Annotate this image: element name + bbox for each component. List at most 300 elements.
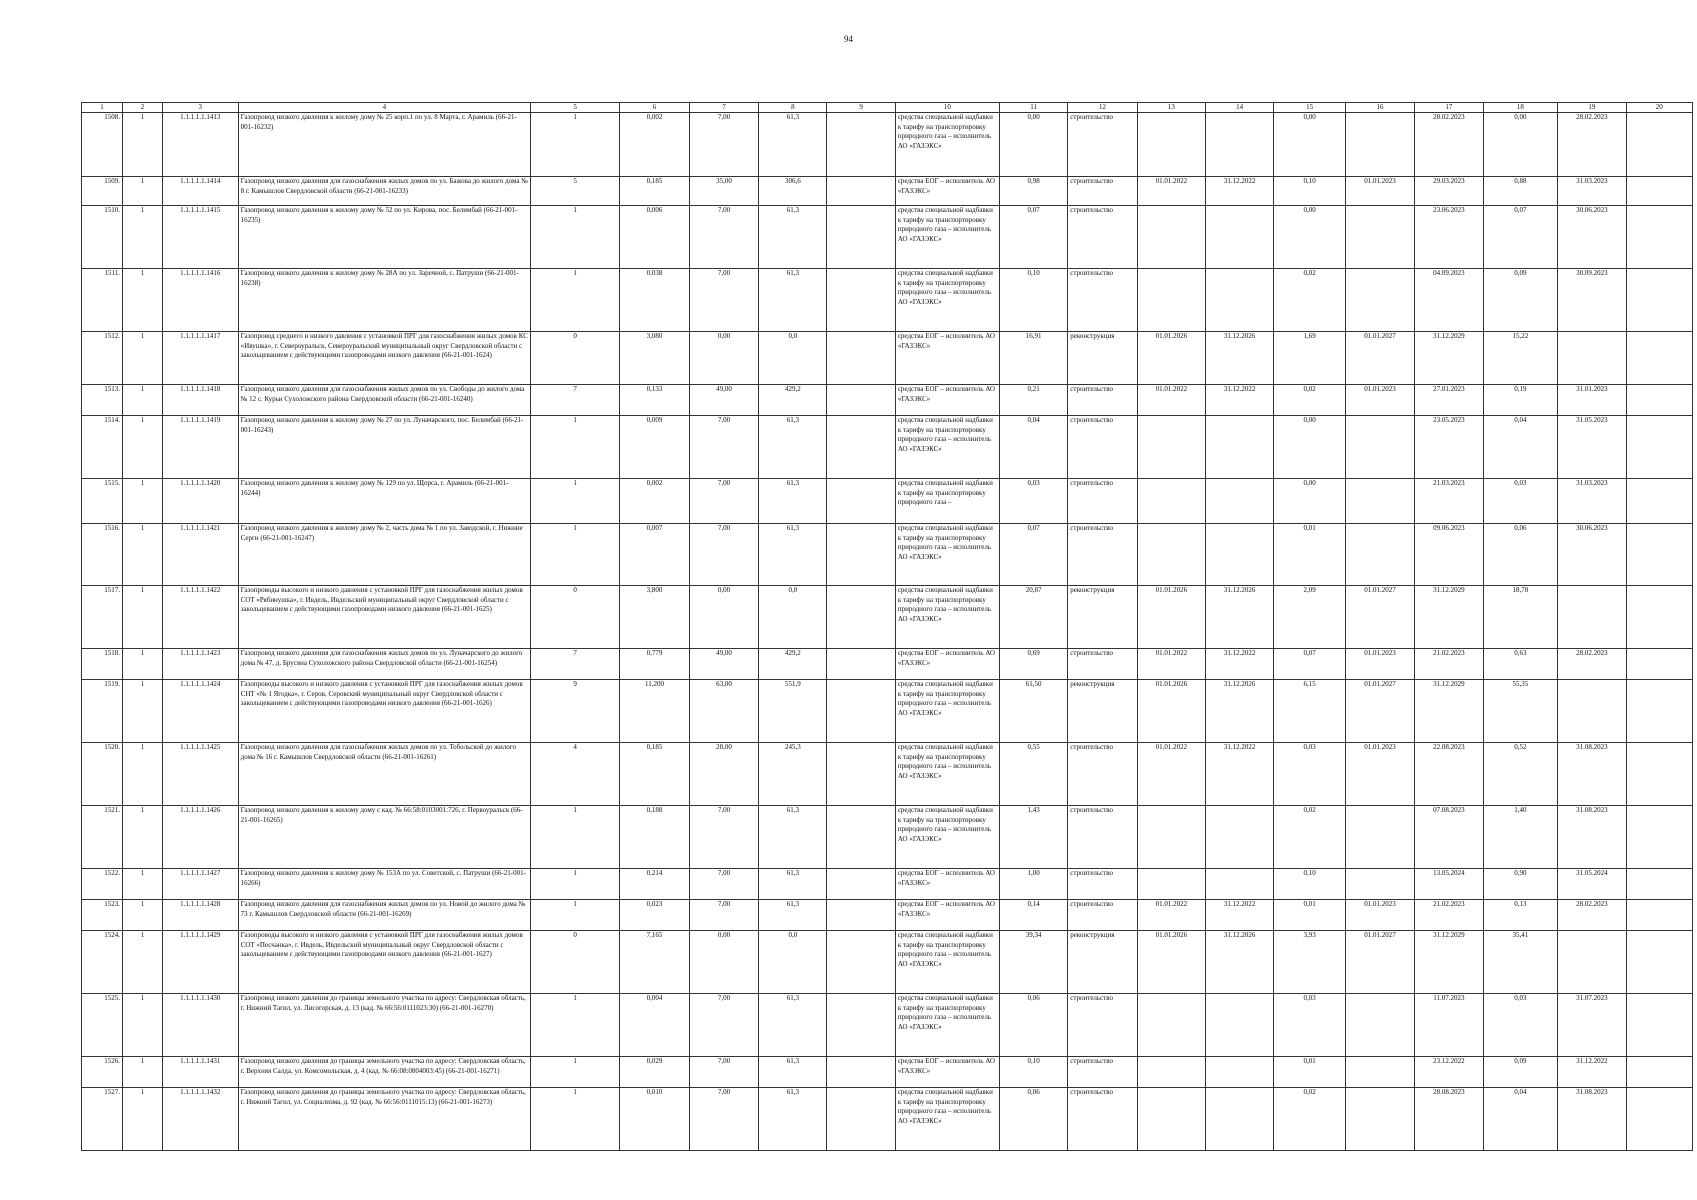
cell-completion-date	[1558, 931, 1626, 994]
cell-column-20	[1626, 869, 1692, 900]
cell-param-6: 0,002	[620, 479, 689, 524]
cell-work-type: строительство	[1068, 177, 1137, 206]
cell-end-date-2: 21.03.2023	[1415, 479, 1483, 524]
cell-work-type: реконструкция	[1068, 931, 1137, 994]
cell-param-7: 7,00	[689, 1088, 758, 1151]
cell-work-type: реконструкция	[1068, 332, 1137, 385]
cell-end-date-1	[1206, 416, 1274, 479]
cell-param-8: 61,3	[759, 479, 827, 524]
cell-code: 1.1.1.1.1.1429	[162, 931, 238, 994]
cell-end-date-1	[1206, 479, 1274, 524]
cell-amount-1: 0,02	[1274, 806, 1346, 869]
cell-param-7: 63,00	[689, 680, 758, 743]
cell-funding-source: средства ЕОГ – исполнитель АО «ГАЗЭКС»	[895, 1057, 999, 1088]
table-row	[82, 1057, 1693, 1088]
cell-param-7: 7,00	[689, 206, 758, 269]
cell-object-name: Газопровод низкого давления для газоснабжения жилых домов по ул. Бажова до жилого дома № 8 г. Камышлов Свердловской области (66-21-001-16233)	[238, 177, 530, 206]
cell-completion-date: 28.02.2023	[1558, 649, 1626, 680]
cell-row-number: 1518.	[82, 649, 123, 680]
table-row	[82, 931, 1693, 994]
cell-param-8: 0,0	[759, 586, 827, 649]
cell-amount-2: 35,41	[1483, 931, 1558, 994]
cell-column-20	[1626, 479, 1692, 524]
cell-start-date-2	[1345, 206, 1414, 269]
column-header: 10	[895, 103, 999, 113]
cell-funding-source: средства специальной надбавки к тарифу на транспортировку природного газа – исполнитель АО «ГАЗЭКС»	[895, 416, 999, 479]
cell-row-number: 1519.	[82, 680, 123, 743]
cell-start-date-2: 01.01.2023	[1345, 900, 1414, 931]
table-row	[82, 332, 1693, 385]
cell-funding-source: средства специальной надбавки к тарифу на транспортировку природного газа – исполнитель АО «ГАЗЭКС»	[895, 206, 999, 269]
cell-param-5: 7	[530, 649, 619, 680]
cell-code: 1.1.1.1.1.1430	[162, 994, 238, 1057]
cell-amount-1: 2,09	[1274, 586, 1346, 649]
cell-row-number: 1508.	[82, 113, 123, 177]
cell-cost: 0,69	[999, 649, 1067, 680]
cell-param-8: 61,3	[759, 1088, 827, 1151]
cell-start-date-2: 01.01.2027	[1345, 332, 1414, 385]
cell-work-type: строительство	[1068, 479, 1137, 524]
cell-funding-source: средства специальной надбавки к тарифу на транспортировку природного газа – исполнитель АО «ГАЗЭКС»	[895, 680, 999, 743]
cell-start-date-1	[1137, 806, 1205, 869]
cell-end-date-2: 21.02.2023	[1415, 649, 1483, 680]
table-row	[82, 524, 1693, 586]
cell-completion-date: 31.08.2023	[1558, 1088, 1626, 1151]
cell-param-6: 3,800	[620, 586, 689, 649]
register-table	[81, 102, 1693, 1151]
cell-param-9	[827, 332, 895, 385]
cell-start-date-2	[1345, 479, 1414, 524]
cell-level: 1	[123, 1088, 163, 1151]
cell-param-9	[827, 743, 895, 806]
cell-param-6: 0,009	[620, 416, 689, 479]
cell-funding-source: средства специальной надбавки к тарифу на транспортировку природного газа – исполнитель АО «ГАЗЭКС»	[895, 743, 999, 806]
cell-start-date-1	[1137, 869, 1205, 900]
cell-row-number: 1521.	[82, 806, 123, 869]
cell-end-date-2: 31.12.2029	[1415, 680, 1483, 743]
cell-end-date-2: 23.05.2023	[1415, 416, 1483, 479]
cell-param-5: 1	[530, 806, 619, 869]
cell-start-date-2: 01.01.2023	[1345, 177, 1414, 206]
cell-start-date-1	[1137, 416, 1205, 479]
cell-param-9	[827, 900, 895, 931]
cell-column-20	[1626, 806, 1692, 869]
cell-param-9	[827, 680, 895, 743]
cell-amount-2: 0,09	[1483, 269, 1558, 332]
cell-row-number: 1526.	[82, 1057, 123, 1088]
cell-work-type: строительство	[1068, 385, 1137, 416]
cell-param-6: 0,214	[620, 869, 689, 900]
cell-end-date-1	[1206, 994, 1274, 1057]
cell-param-6: 0,004	[620, 994, 689, 1057]
cell-code: 1.1.1.1.1.1421	[162, 524, 238, 586]
cell-end-date-1	[1206, 869, 1274, 900]
cell-end-date-1	[1206, 113, 1274, 177]
cell-param-7: 7,00	[689, 416, 758, 479]
cell-param-6: 11,200	[620, 680, 689, 743]
cell-start-date-1	[1137, 479, 1205, 524]
column-header: 15	[1274, 103, 1346, 113]
cell-end-date-1	[1206, 269, 1274, 332]
cell-column-20	[1626, 743, 1692, 806]
cell-object-name: Газопровод низкого давления к жилому дому № 25 корп.1 по ул. 8 Марта, г. Арамиль (66-21-001-16232)	[238, 113, 530, 177]
cell-object-name: Газопровод низкого давления к жилому дому с кад. № 66:58:0103001:726, г. Первоуральск (66-21-001-16265)	[238, 806, 530, 869]
cell-code: 1.1.1.1.1.1416	[162, 269, 238, 332]
cell-param-8: 429,2	[759, 385, 827, 416]
cell-amount-2: 0,00	[1483, 113, 1558, 177]
cell-code: 1.1.1.1.1.1426	[162, 806, 238, 869]
cell-cost: 16,91	[999, 332, 1067, 385]
cell-object-name: Газопровод низкого давления для газоснабжения жилых домов по ул. Тобольской до жилого дома № 16 г. Камышлов Свердловской области (66-21-001-16261)	[238, 743, 530, 806]
cell-amount-1: 0,10	[1274, 177, 1346, 206]
cell-cost: 0,06	[999, 1088, 1067, 1151]
cell-param-7: 0,00	[689, 931, 758, 994]
cell-column-20	[1626, 931, 1692, 994]
cell-level: 1	[123, 332, 163, 385]
cell-column-20	[1626, 1088, 1692, 1151]
cell-row-number: 1514.	[82, 416, 123, 479]
cell-column-20	[1626, 113, 1692, 177]
cell-level: 1	[123, 113, 163, 177]
table-row	[82, 680, 1693, 743]
cell-row-number: 1523.	[82, 900, 123, 931]
cell-end-date-1	[1206, 806, 1274, 869]
cell-column-20	[1626, 900, 1692, 931]
cell-param-9	[827, 994, 895, 1057]
cell-param-9	[827, 649, 895, 680]
cell-param-5: 0	[530, 586, 619, 649]
cell-funding-source: средства ЕОГ – исполнитель АО «ГАЗЭКС»	[895, 869, 999, 900]
cell-param-5: 1	[530, 479, 619, 524]
cell-end-date-1: 31.12.2026	[1206, 332, 1274, 385]
cell-code: 1.1.1.1.1.1431	[162, 1057, 238, 1088]
cell-level: 1	[123, 900, 163, 931]
cell-amount-1: 1,69	[1274, 332, 1346, 385]
table-row	[82, 385, 1693, 416]
cell-row-number: 1525.	[82, 994, 123, 1057]
table-row	[82, 994, 1693, 1057]
cell-amount-2: 0,63	[1483, 649, 1558, 680]
column-header: 6	[620, 103, 689, 113]
cell-start-date-1: 01.01.2026	[1137, 680, 1205, 743]
cell-column-20	[1626, 586, 1692, 649]
cell-end-date-2: 13.05.2024	[1415, 869, 1483, 900]
cell-start-date-1: 01.01.2026	[1137, 332, 1205, 385]
column-header: 2	[123, 103, 163, 113]
cell-end-date-2: 23.06.2023	[1415, 206, 1483, 269]
cell-completion-date: 28.02.2023	[1558, 113, 1626, 177]
cell-object-name: Газопровод низкого давления к жилому дому № 129 по ул. Щорса, г. Арамиль (66-21-001-16244)	[238, 479, 530, 524]
page-number: 94	[844, 34, 853, 44]
cell-funding-source: средства специальной надбавки к тарифу на транспортировку природного газа – исполнитель АО «ГАЗЭКС»	[895, 931, 999, 994]
cell-funding-source: средства ЕОГ – исполнитель АО «ГАЗЭКС»	[895, 900, 999, 931]
cell-param-7: 0,00	[689, 332, 758, 385]
cell-start-date-2	[1345, 994, 1414, 1057]
cell-work-type: строительство	[1068, 269, 1137, 332]
cell-param-8: 61,3	[759, 524, 827, 586]
cell-cost: 0,10	[999, 269, 1067, 332]
table-row	[82, 806, 1693, 869]
cell-level: 1	[123, 649, 163, 680]
cell-level: 1	[123, 269, 163, 332]
cell-start-date-2	[1345, 113, 1414, 177]
cell-end-date-1: 31.12.2022	[1206, 385, 1274, 416]
cell-end-date-1	[1206, 1088, 1274, 1151]
cell-funding-source: средства специальной надбавки к тарифу на транспортировку природного газа – исполнитель АО «ГАЗЭКС»	[895, 586, 999, 649]
cell-param-7: 7,00	[689, 269, 758, 332]
cell-end-date-1: 31.12.2026	[1206, 586, 1274, 649]
cell-row-number: 1524.	[82, 931, 123, 994]
cell-param-6: 0,133	[620, 385, 689, 416]
cell-end-date-2: 29.03.2023	[1415, 177, 1483, 206]
cell-object-name: Газопроводы высокого и низкого давления с установкой ПРГ для газоснабжения жилых домов СОТ «Песчанка», г. Ивдель, Ивдельский муниципальный округ Свердловской области с закольцеванием с действующими газопроводами низкого давления (66-21-001-1627)	[238, 931, 530, 994]
cell-amount-2: 18,78	[1483, 586, 1558, 649]
cell-param-9	[827, 869, 895, 900]
table-row	[82, 416, 1693, 479]
cell-code: 1.1.1.1.1.1420	[162, 479, 238, 524]
cell-code: 1.1.1.1.1.1417	[162, 332, 238, 385]
table-row	[82, 113, 1693, 177]
cell-level: 1	[123, 994, 163, 1057]
cell-param-8: 306,6	[759, 177, 827, 206]
cell-end-date-1: 31.12.2026	[1206, 680, 1274, 743]
cell-start-date-2	[1345, 806, 1414, 869]
cell-param-7: 7,00	[689, 113, 758, 177]
cell-work-type: строительство	[1068, 900, 1137, 931]
cell-completion-date	[1558, 332, 1626, 385]
column-header: 16	[1345, 103, 1414, 113]
cell-start-date-2	[1345, 869, 1414, 900]
cell-work-type: строительство	[1068, 649, 1137, 680]
cell-object-name: Газопровод низкого давления к жилому дому № 2, часть дома № 1 по ул. Заводской, г. Нижние Серги (66-21-001-16247)	[238, 524, 530, 586]
cell-param-7: 7,00	[689, 900, 758, 931]
cell-param-5: 1	[530, 524, 619, 586]
cell-work-type: строительство	[1068, 994, 1137, 1057]
cell-cost: 0,55	[999, 743, 1067, 806]
cell-funding-source: средства ЕОГ – исполнитель АО «ГАЗЭКС»	[895, 332, 999, 385]
cell-code: 1.1.1.1.1.1424	[162, 680, 238, 743]
cell-amount-2: 0,88	[1483, 177, 1558, 206]
cell-amount-2: 15,22	[1483, 332, 1558, 385]
table-row	[82, 177, 1693, 206]
cell-object-name: Газопровод низкого давления для газоснабжения жилых домов по ул. Свободы до жилого дома № 12 с. Курьи Сухоложского района Свердловской области (66-21-001-16240)	[238, 385, 530, 416]
cell-amount-2: 0,52	[1483, 743, 1558, 806]
cell-start-date-2	[1345, 1057, 1414, 1088]
cell-work-type: строительство	[1068, 206, 1137, 269]
cell-amount-2: 0,19	[1483, 385, 1558, 416]
cell-row-number: 1517.	[82, 586, 123, 649]
column-header: 14	[1206, 103, 1274, 113]
cell-start-date-1: 01.01.2022	[1137, 649, 1205, 680]
cell-param-7: 0,00	[689, 586, 758, 649]
cell-column-20	[1626, 994, 1692, 1057]
cell-funding-source: средства специальной надбавки к тарифу на транспортировку природного газа –	[895, 479, 999, 524]
cell-completion-date: 31.12.2022	[1558, 1057, 1626, 1088]
cell-param-5: 1	[530, 206, 619, 269]
cell-amount-2: 0,13	[1483, 900, 1558, 931]
cell-end-date-2: 31.12.2029	[1415, 931, 1483, 994]
cell-param-5: 1	[530, 113, 619, 177]
cell-row-number: 1510.	[82, 206, 123, 269]
cell-level: 1	[123, 869, 163, 900]
cell-work-type: строительство	[1068, 743, 1137, 806]
table-row	[82, 479, 1693, 524]
cell-row-number: 1527.	[82, 1088, 123, 1151]
cell-param-8: 61,3	[759, 994, 827, 1057]
cell-code: 1.1.1.1.1.1414	[162, 177, 238, 206]
cell-funding-source: средства специальной надбавки к тарифу на транспортировку природного газа – исполнитель АО «ГАЗЭКС»	[895, 524, 999, 586]
cell-funding-source: средства ЕОГ – исполнитель АО «ГАЗЭКС»	[895, 649, 999, 680]
column-header: 7	[689, 103, 758, 113]
cell-amount-1: 0,00	[1274, 416, 1346, 479]
cell-param-6: 0,007	[620, 524, 689, 586]
cell-code: 1.1.1.1.1.1415	[162, 206, 238, 269]
cell-start-date-2: 01.01.2027	[1345, 586, 1414, 649]
cell-code: 1.1.1.1.1.1425	[162, 743, 238, 806]
cell-param-6: 0,185	[620, 177, 689, 206]
cell-completion-date: 28.02.2023	[1558, 900, 1626, 931]
cell-param-8: 61,3	[759, 206, 827, 269]
cell-amount-1: 0,10	[1274, 869, 1346, 900]
table-row	[82, 869, 1693, 900]
cell-param-6: 0,002	[620, 113, 689, 177]
cell-param-9	[827, 206, 895, 269]
cell-cost: 0,07	[999, 206, 1067, 269]
cell-param-6: 7,165	[620, 931, 689, 994]
cell-param-9	[827, 416, 895, 479]
cell-end-date-1	[1206, 524, 1274, 586]
cell-amount-2: 0,03	[1483, 479, 1558, 524]
cell-object-name: Газопровод среднего и низкого давления с установкой ПРГ для газоснабжения жилых домов КС «Ивушка», г. Североуральск, Североуральский муниципальный округ Свердловской области с закольцеванием с действующими газопроводами низкого давления (66-21-001-1624)	[238, 332, 530, 385]
cell-object-name: Газопровод низкого давления к жилому дому № 27 по ул. Луначарского, пос. Белимбай (66-21-001-16243)	[238, 416, 530, 479]
table-row	[82, 649, 1693, 680]
column-header: 20	[1626, 103, 1692, 113]
cell-start-date-2: 01.01.2023	[1345, 649, 1414, 680]
cell-end-date-1	[1206, 1057, 1274, 1088]
cell-completion-date: 31.01.2023	[1558, 385, 1626, 416]
cell-param-8: 0,0	[759, 332, 827, 385]
cell-end-date-1: 31.12.2022	[1206, 743, 1274, 806]
cell-funding-source: средства специальной надбавки к тарифу на транспортировку природного газа – исполнитель АО «ГАЗЭКС»	[895, 994, 999, 1057]
cell-amount-2: 0,90	[1483, 869, 1558, 900]
cell-param-5: 1	[530, 416, 619, 479]
cell-amount-2: 55,35	[1483, 680, 1558, 743]
cell-start-date-1: 01.01.2022	[1137, 743, 1205, 806]
cell-object-name: Газопровод низкого давления к жилому дому № 28А по ул. Заречной, с. Патруши (66-21-001-16238)	[238, 269, 530, 332]
cell-row-number: 1509.	[82, 177, 123, 206]
cell-start-date-1: 01.01.2022	[1137, 177, 1205, 206]
cell-column-20	[1626, 269, 1692, 332]
cell-start-date-1: 01.01.2026	[1137, 586, 1205, 649]
cell-work-type: строительство	[1068, 869, 1137, 900]
cell-end-date-1: 31.12.2022	[1206, 900, 1274, 931]
cell-param-9	[827, 385, 895, 416]
cell-completion-date: 30.06.2023	[1558, 524, 1626, 586]
cell-work-type: строительство	[1068, 524, 1137, 586]
cell-start-date-2	[1345, 1088, 1414, 1151]
cell-object-name: Газопровод низкого давления до границы земельного участка по адресу: Свердловская область, г. Нижний Тагил, ул. Социализма, д. 92 (кад. № 66:56:0111015:13) (66-21-001-16273)	[238, 1088, 530, 1151]
cell-param-8: 0,0	[759, 931, 827, 994]
table-row	[82, 743, 1693, 806]
cell-amount-2: 0,06	[1483, 524, 1558, 586]
cell-cost: 61,50	[999, 680, 1067, 743]
cell-work-type: реконструкция	[1068, 680, 1137, 743]
cell-start-date-2: 01.01.2023	[1345, 743, 1414, 806]
cell-start-date-2	[1345, 524, 1414, 586]
column-header: 1	[82, 103, 123, 113]
cell-param-9	[827, 806, 895, 869]
cell-object-name: Газопроводы высокого и низкого давления с установкой ПРГ для газоснабжения жилых домов СОТ «Рябинушка», г. Ивдель, Ивдельский муниципальный округ Свердловской области с закольцеванием с действующими газопроводами низкого давления (66-21-001-1625)	[238, 586, 530, 649]
cell-param-6: 0,010	[620, 1088, 689, 1151]
cell-param-8: 61,3	[759, 416, 827, 479]
cell-work-type: реконструкция	[1068, 586, 1137, 649]
cell-param-5: 5	[530, 177, 619, 206]
cell-object-name: Газопровод низкого давления к жилому дому № 52 по ул. Кирова, пос. Белимбай (66-21-001-16235)	[238, 206, 530, 269]
cell-end-date-2: 22.08.2023	[1415, 743, 1483, 806]
cell-work-type: строительство	[1068, 1088, 1137, 1151]
cell-start-date-2: 01.01.2027	[1345, 931, 1414, 994]
cell-start-date-1	[1137, 113, 1205, 177]
cell-row-number: 1522.	[82, 869, 123, 900]
cell-end-date-2: 21.02.2023	[1415, 900, 1483, 931]
cell-param-9	[827, 479, 895, 524]
cell-completion-date: 31.05.2024	[1558, 869, 1626, 900]
cell-completion-date: 31.07.2023	[1558, 994, 1626, 1057]
cell-param-6: 3,080	[620, 332, 689, 385]
cell-param-5: 1	[530, 1057, 619, 1088]
cell-level: 1	[123, 586, 163, 649]
cell-param-7: 7,00	[689, 1057, 758, 1088]
cell-start-date-2	[1345, 269, 1414, 332]
cell-amount-1: 0,03	[1274, 994, 1346, 1057]
cell-end-date-1: 31.12.2022	[1206, 649, 1274, 680]
cell-end-date-2: 31.12.2029	[1415, 586, 1483, 649]
cell-start-date-2: 01.01.2027	[1345, 680, 1414, 743]
cell-funding-source: средства ЕОГ – исполнитель АО «ГАЗЭКС»	[895, 177, 999, 206]
cell-column-20	[1626, 416, 1692, 479]
column-header: 4	[238, 103, 530, 113]
cell-level: 1	[123, 206, 163, 269]
cell-param-5: 0	[530, 332, 619, 385]
cell-param-7: 49,00	[689, 385, 758, 416]
cell-work-type: строительство	[1068, 1057, 1137, 1088]
cell-code: 1.1.1.1.1.1427	[162, 869, 238, 900]
cell-amount-1: 0,00	[1274, 113, 1346, 177]
cell-level: 1	[123, 177, 163, 206]
cell-amount-2: 1,40	[1483, 806, 1558, 869]
cell-end-date-2: 28.08.2023	[1415, 1088, 1483, 1151]
cell-object-name: Газопровод низкого давления для газоснабжения жилых домов по ул. Луначарского до жилого дома № 47, д. Брусяна Сухоложского района Свердловской области (66-21-001-16254)	[238, 649, 530, 680]
cell-amount-1: 0,03	[1274, 743, 1346, 806]
cell-funding-source: средства специальной надбавки к тарифу на транспортировку природного газа – исполнитель АО «ГАЗЭКС»	[895, 113, 999, 177]
column-header: 17	[1415, 103, 1483, 113]
cell-level: 1	[123, 1057, 163, 1088]
cell-code: 1.1.1.1.1.1413	[162, 113, 238, 177]
cell-param-9	[827, 524, 895, 586]
cell-row-number: 1516.	[82, 524, 123, 586]
cell-level: 1	[123, 931, 163, 994]
cell-start-date-1	[1137, 994, 1205, 1057]
cell-row-number: 1512.	[82, 332, 123, 385]
cell-param-8: 61,3	[759, 806, 827, 869]
cell-param-8: 245,3	[759, 743, 827, 806]
cell-completion-date: 31.05.2023	[1558, 416, 1626, 479]
cell-param-6: 0,023	[620, 900, 689, 931]
cell-amount-1: 0,00	[1274, 206, 1346, 269]
cell-param-5: 0	[530, 931, 619, 994]
table-row	[82, 586, 1693, 649]
column-header: 11	[999, 103, 1067, 113]
